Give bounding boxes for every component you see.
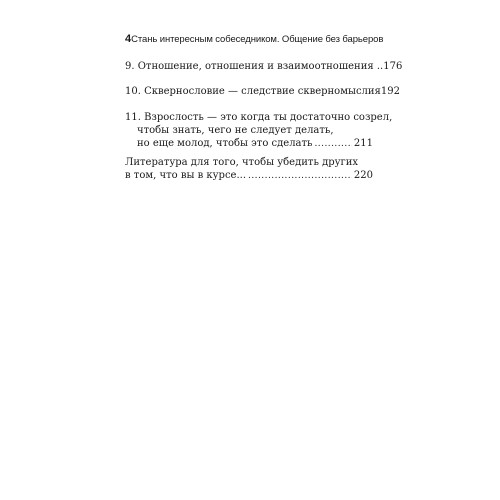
toc-entry-chapter-9 — [125, 60, 403, 73]
toc-entry-title-line-2: чтобы знать, чего не следует делать, — [137, 125, 334, 136]
dot-leader — [314, 138, 351, 151]
toc-entry-title-line-3: но еще молод, чтобы это сделать — [137, 138, 313, 149]
page-header — [125, 33, 384, 45]
page-number: 4 — [125, 33, 132, 45]
toc-entry-page: 176 — [383, 61, 403, 72]
toc-entry-page: 220 — [353, 170, 373, 181]
toc-entry-title: 10. Сквернословие — следствие скверномыслия — [125, 86, 381, 97]
toc-entry-literature — [125, 156, 373, 182]
dot-leader — [248, 170, 352, 183]
toc-entry-title-line-2: в том, что вы в курсе... — [125, 170, 247, 181]
running-title: Стань интересным собеседником. Общение без барьеров — [131, 34, 384, 45]
toc-entry-title: 9. Отношение, отношения и взаимоотношения .. — [125, 61, 384, 72]
toc-entry-chapter-11 — [125, 111, 393, 150]
table-of-contents — [125, 60, 403, 181]
toc-entry-chapter-10 — [125, 85, 400, 98]
toc-entry-title-line-1: Литература для того, чтобы убедить других — [125, 157, 359, 168]
toc-entry-title-line-1: 11. Взрослость — это когда ты достаточно созрел, — [125, 112, 393, 123]
toc-entry-page: 192 — [380, 86, 400, 97]
toc-entry-page: 211 — [353, 138, 373, 149]
